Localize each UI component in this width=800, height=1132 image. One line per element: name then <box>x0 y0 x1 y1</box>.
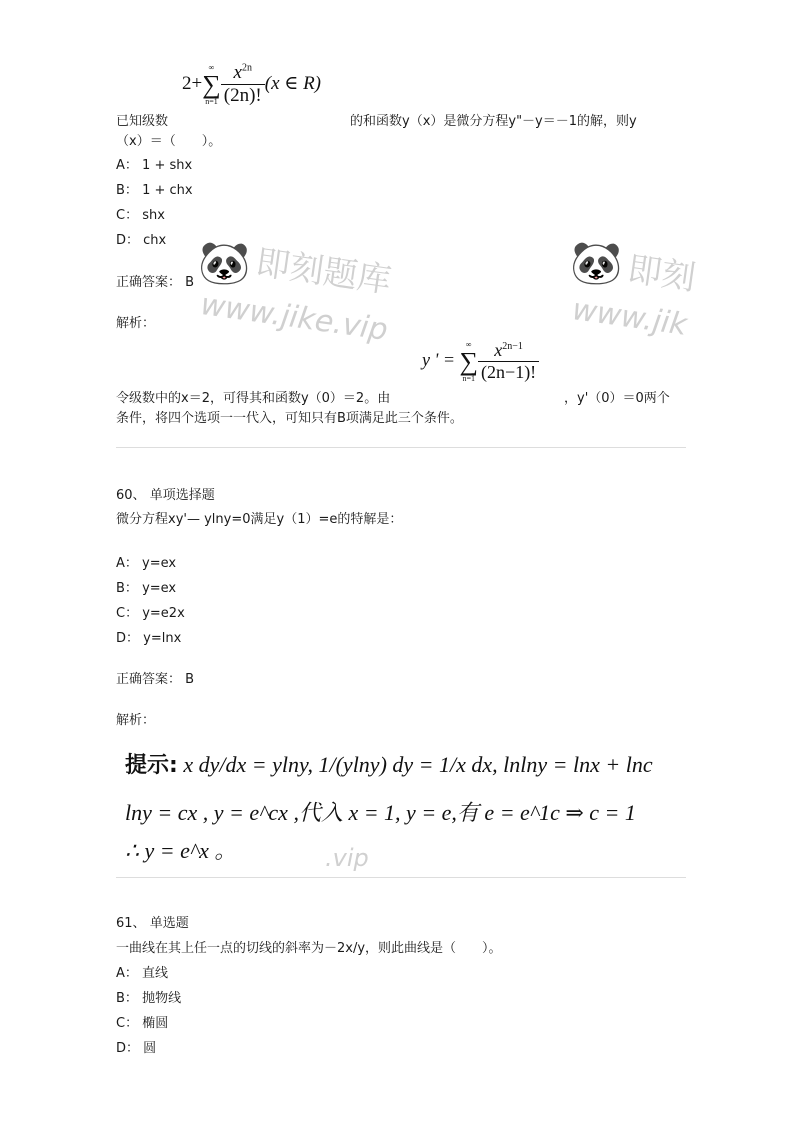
answer-label: 正确答案： <box>116 275 182 290</box>
option-text: chx <box>143 233 167 248</box>
deriv-denominator: (2n−1)! <box>481 362 537 382</box>
q61-option-c <box>116 1016 168 1032</box>
question-type: 单项选择题 <box>149 488 215 503</box>
q59-stem-left: 已知级数 <box>116 114 169 129</box>
deriv-numerator: x <box>494 340 503 360</box>
answer-value: B <box>185 275 195 290</box>
watermark-brand-right: 即刻 <box>625 249 698 299</box>
q60-answer <box>116 672 194 688</box>
option-text: shx <box>142 208 165 223</box>
question-number: 61、 <box>116 916 146 931</box>
q61-header <box>116 916 189 932</box>
hint-line-2 <box>125 796 636 827</box>
q59-option-c <box>116 208 165 224</box>
option-letter: A： <box>116 158 138 173</box>
option-letter: D： <box>116 631 140 646</box>
watermark-url: www.jike.vip <box>198 287 390 348</box>
sum-sign: ∞ ∑ n=1 <box>202 62 221 106</box>
hint-label: 提示: <box>125 753 178 778</box>
q59-option-d <box>116 233 166 249</box>
hint-watermark: .vip <box>325 844 369 872</box>
q61-option-d <box>116 1041 156 1057</box>
option-letter: B： <box>116 581 138 596</box>
q60-analysis-label: 解析： <box>116 713 156 728</box>
q59-analysis-label: 解析： <box>116 316 156 331</box>
q59-option-a <box>116 158 192 174</box>
hint-line-1 <box>125 748 653 779</box>
watermark-brand: 即刻题库 <box>253 242 394 302</box>
frac-denominator: (2n)! <box>223 85 262 106</box>
frac-exponent: 2n <box>241 62 252 74</box>
option-text: 圆 <box>143 1041 157 1056</box>
watermark-url-right: www.jik <box>570 292 690 343</box>
q59-option-b <box>116 183 193 199</box>
sum-lower: n=1 <box>205 96 218 106</box>
option-text: y=e2x <box>142 606 185 621</box>
q60-option-c <box>116 606 185 622</box>
deriv-fraction <box>478 340 539 383</box>
deriv-exponent: 2n−1 <box>502 341 523 352</box>
option-text: 1 + chx <box>142 183 193 198</box>
option-text: 直线 <box>142 966 169 981</box>
option-letter: B： <box>116 183 138 198</box>
option-letter: B： <box>116 991 138 1006</box>
q59-analysis-right: ，y'（0）＝0两个 <box>564 391 670 406</box>
frac-numerator: x <box>233 62 242 83</box>
series-fraction <box>221 62 265 107</box>
option-text: y=lnx <box>143 631 182 646</box>
watermark-panda-icon: 🐼 <box>198 238 251 287</box>
option-letter: D： <box>116 233 140 248</box>
deriv-lhs: y ' = <box>422 349 455 370</box>
q59-answer <box>116 275 194 291</box>
option-letter: C： <box>116 208 139 223</box>
option-text: y=ex <box>142 556 177 571</box>
deriv-sum-sign: ∞ ∑ n=1 <box>459 339 479 383</box>
series-formula <box>182 62 321 107</box>
sum-upper: ∞ <box>208 62 215 72</box>
option-letter: C： <box>116 606 139 621</box>
hint-text-2: lny = cx , y = e^cx ,代入 x = 1, y = e,有 e = e^1c ⇒ c = 1 <box>125 800 636 825</box>
option-letter: A： <box>116 966 138 981</box>
q61-option-b <box>116 991 181 1007</box>
option-letter: C： <box>116 1016 139 1031</box>
q60-stem: 微分方程xy'— ylny=0满足y（1）=e的特解是： <box>116 512 403 527</box>
option-text: 椭圆 <box>142 1016 169 1031</box>
q59-stem-right: 的和函数y（x）是微分方程y"－y＝－1的解，则y <box>350 114 637 129</box>
option-letter: D： <box>116 1041 140 1056</box>
hint-line-3 <box>125 834 236 865</box>
q61-option-a <box>116 966 168 982</box>
q61-stem: 一曲线在其上任一点的切线的斜率为－2x/y，则此曲线是（ ）。 <box>116 941 502 956</box>
hint-text-3: ∴ y = e^x 。 <box>125 838 237 863</box>
option-text: 1 + shx <box>142 158 193 173</box>
option-text: 抛物线 <box>142 991 182 1006</box>
q60-option-a <box>116 556 176 572</box>
q59-analysis-left: 令级数中的x＝2，可得其和函数y（0）＝2。由 <box>116 391 391 406</box>
deriv-sum-lower: n=1 <box>462 373 476 383</box>
divider <box>116 447 686 448</box>
domain-note: (x ∈ R) <box>264 72 322 94</box>
q59-analysis-line2: 条件，将四个选项一一代入，可知只有B项满足此三个条件。 <box>116 411 463 426</box>
answer-label: 正确答案： <box>116 672 182 687</box>
divider <box>116 877 686 878</box>
formula-prefix: 2+ <box>182 72 203 94</box>
derivative-formula <box>422 340 539 383</box>
q60-option-d <box>116 631 181 647</box>
hint-text-1: x dy/dx = ylny, 1/(ylny) dy = 1/x dx, lnlny = lnx + lnc <box>183 752 653 777</box>
deriv-sum-upper: ∞ <box>465 339 472 349</box>
option-text: y=ex <box>142 581 177 596</box>
answer-value: B <box>185 672 195 687</box>
question-number: 60、 <box>116 488 146 503</box>
question-type: 单选题 <box>149 916 189 931</box>
hint-image <box>125 740 685 870</box>
watermark-panda-icon-right: 🐼 <box>570 238 623 287</box>
q60-header <box>116 488 215 504</box>
option-letter: A： <box>116 556 138 571</box>
q60-option-b <box>116 581 176 597</box>
q59-stem-line2: （x）＝（ ）。 <box>116 134 222 149</box>
